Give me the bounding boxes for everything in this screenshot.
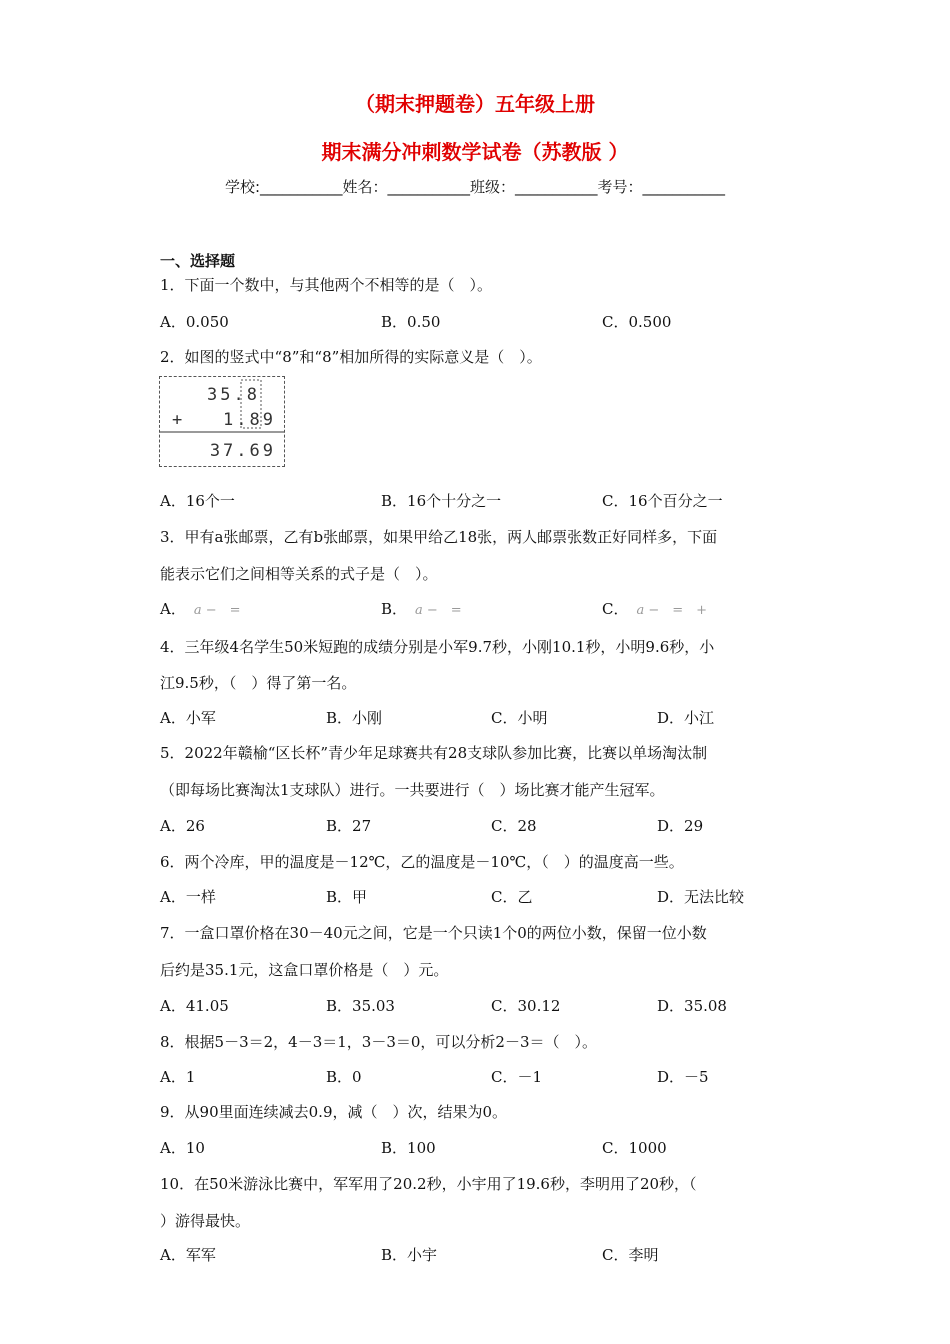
question-7-option-b: B．35.03 bbox=[326, 997, 395, 1015]
vertical-addition-svg bbox=[160, 377, 284, 466]
section-heading: 一、选择题 bbox=[160, 252, 236, 270]
sum-result: 37.69 bbox=[209, 441, 276, 461]
question-10-option-c: C．李明 bbox=[602, 1246, 659, 1264]
question-6-option-a: A．一样 bbox=[160, 888, 216, 906]
question-7-text-line1: 7．一盒口罩价格在30－40元之间，它是一个只读1个0的两位小数，保留一位小数 bbox=[160, 924, 707, 942]
question-8-option-d: D．－5 bbox=[657, 1068, 709, 1086]
question-5-option-d: D．29 bbox=[657, 817, 704, 835]
question-5-option-a: A．26 bbox=[160, 817, 205, 835]
plus-sign: + bbox=[172, 410, 183, 430]
student-info-line: 学校:___________姓名：___________班级：___________考号：___________ bbox=[224, 178, 726, 196]
question-10-text-line2: ）游得最快。 bbox=[160, 1212, 251, 1230]
question-6-option-b: B．甲 bbox=[326, 888, 368, 906]
question-4-text-line2: 江9.5秒，（ ）得了第一名。 bbox=[160, 674, 357, 692]
question-9-option-b: B．100 bbox=[381, 1139, 436, 1157]
formula-image: a − = bbox=[415, 603, 462, 618]
exam-title-line1: （期末押题卷）五年级上册 bbox=[355, 92, 595, 116]
question-6-option-d: D．无法比较 bbox=[657, 888, 745, 906]
question-5-option-b: B．27 bbox=[326, 817, 372, 835]
question-8-option-a: A．1 bbox=[160, 1068, 196, 1086]
question-10-option-a: A．军军 bbox=[160, 1246, 216, 1264]
question-7-text-line2: 后约是35.1元，这盒口罩价格是（ ）元。 bbox=[160, 961, 449, 979]
question-8-text: 8．根据5－3＝2，4－3＝1，3－3＝0，可以分析2－3＝（ ）。 bbox=[160, 1033, 598, 1051]
question-2-option-a: A．16个一 bbox=[160, 492, 235, 510]
question-7-option-c: C．30.12 bbox=[491, 997, 561, 1015]
question-4-text-line1: 4．三年级4名学生50米短跑的成绩分别是小军9.7秒，小刚10.1秒，小明9.6秒，小 bbox=[160, 638, 715, 656]
question-9-text: 9．从90里面连续减去0.9，减（ ）次，结果为0。 bbox=[160, 1103, 508, 1121]
question-4-option-a: A．小军 bbox=[160, 709, 216, 727]
question-5-text-line1: 5．2022年赣榆“区长杯”青少年足球赛共有28支球队参加比赛，比赛以单场淘汰制 bbox=[160, 744, 708, 762]
question-5-text-line2: （即每场比赛淘汰1支球队）进行。一共要进行（ ）场比赛才能产生冠军。 bbox=[160, 781, 665, 799]
question-4-option-d: D．小江 bbox=[657, 709, 715, 727]
vertical-addition-figure bbox=[159, 376, 285, 467]
question-1-option-b: B．0.50 bbox=[381, 313, 441, 331]
question-2-text: 2．如图的竖式中“8”和“8”相加所得的实际意义是（ ）。 bbox=[160, 348, 542, 366]
question-1-option-a: A．0.050 bbox=[160, 313, 229, 331]
exam-title-line2: 期末满分冲刺数学试卷（苏教版 ） bbox=[321, 140, 629, 164]
question-2-option-c: C．16个百分之一 bbox=[602, 492, 723, 510]
question-8-option-b: B．0 bbox=[326, 1068, 362, 1086]
question-10-text-line1: 10．在50米游泳比赛中，军军用了20.2秒，小宇用了19.6秒，李明用了20秒，（ bbox=[160, 1175, 697, 1193]
question-6-option-c: C．乙 bbox=[491, 888, 533, 906]
question-10-option-b: B．小宇 bbox=[381, 1246, 438, 1264]
question-3-text-line1: 3．甲有a张邮票，乙有b张邮票，如果甲给乙18张，两人邮票张数正好同样多，下面 bbox=[160, 528, 718, 546]
question-2-option-b: B．16个十分之一 bbox=[381, 492, 502, 510]
question-3-option-b: B． a − = bbox=[381, 600, 462, 618]
question-9-option-c: C．1000 bbox=[602, 1139, 667, 1157]
question-6-text: 6．两个冷库，甲的温度是－12℃，乙的温度是－10℃，（ ）的温度高一些。 bbox=[160, 853, 684, 871]
addend-1: 35.8 bbox=[207, 385, 260, 405]
question-7-option-d: D．35.08 bbox=[657, 997, 727, 1015]
question-5-option-c: C．28 bbox=[491, 817, 537, 835]
question-1-option-c: C．0.500 bbox=[602, 313, 672, 331]
question-3-option-c: C． a − = + bbox=[602, 600, 708, 618]
question-9-option-a: A．10 bbox=[160, 1139, 205, 1157]
question-8-option-c: C．－1 bbox=[491, 1068, 543, 1086]
question-4-option-b: B．小刚 bbox=[326, 709, 383, 727]
formula-image: a − = + bbox=[636, 603, 708, 618]
addend-2: 1.89 bbox=[223, 410, 276, 430]
question-3-text-line2: 能表示它们之间相等关系的式子是（ ）。 bbox=[160, 565, 438, 583]
question-4-option-c: C．小明 bbox=[491, 709, 548, 727]
formula-image: a − = bbox=[193, 603, 241, 618]
question-7-option-a: A．41.05 bbox=[160, 997, 229, 1015]
question-1-text: 1．下面一个数中，与其他两个不相等的是（ ）。 bbox=[160, 276, 493, 294]
question-3-option-a: A． a − = bbox=[160, 600, 241, 618]
